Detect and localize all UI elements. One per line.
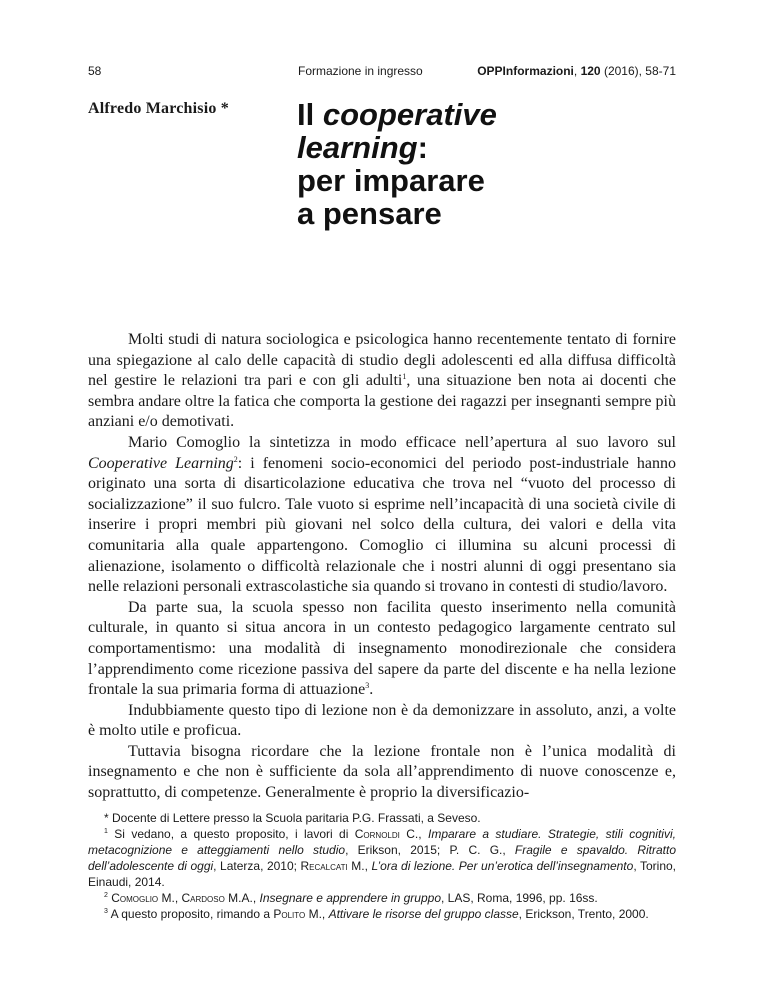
journal-year-pages: (2016), 58-71 <box>600 64 676 78</box>
title-line-4: a pensare <box>297 196 442 231</box>
footnote-3-author-polito: Polito <box>273 907 306 921</box>
footnote-2-number: 2 <box>104 892 108 899</box>
title-italic-cooperative: cooperative <box>322 97 497 132</box>
footnote-1-text-c: , Erikson, 2015; P. C. G., <box>345 843 515 857</box>
title-italic-learning: learning <box>297 130 418 165</box>
footnote-2-text-b: M.A., <box>224 891 260 905</box>
footnote-1-author-recalcati: Recalcati <box>300 859 348 873</box>
footnote-ref-2: 2 <box>233 454 238 464</box>
footnote-1-text-a: Si vedano, a questo proposito, i lavori di <box>107 827 355 841</box>
footnote-1-text-b: C., <box>399 827 428 841</box>
p1-text-b: , una situazione ben nota ai docenti che sembra andare oltre la fatica che comporta la gestione dei ragazzi per insegnanti sempre più anziani e/o demotivati. <box>88 372 676 431</box>
section-name: Formazione in ingresso <box>298 64 423 78</box>
p2-text-b: : i fenomeni socio-economici del periodo post-industriale hanno originato una sorta di disarticolazione educativa che trova nel “vuoto del processo di socializzazione” il suo fulcro. Tale vuoto si esprime nell’incapacità di una società civile di inserire i propri membri più giovani nel solco della cultura, dei valori e della vita comunitaria alla quale appartengono. Comoglio ci illumina su alcuni processi di alienazione, isolamento o difficoltà relazionale che i nostri alunni di oggi presentano sia nelle relazioni personali extrascolastiche sia quando si trovano in contesti di studio/lavoro. <box>88 454 676 596</box>
footnote-1-number: 1 <box>104 828 108 835</box>
footnote-ref-1: 1 <box>402 372 407 382</box>
footnote-3-text-c: , Erickson, Trento, 2000. <box>518 907 649 921</box>
running-header <box>88 63 676 79</box>
footnote-3-text-b: M., <box>305 907 329 921</box>
footnote-1-text-e: M., <box>347 859 372 873</box>
author-name: Alfredo Marchisio * <box>88 100 229 117</box>
p2-text-a: Mario Comoglio la sintetizza in modo efficace nell’apertura al suo lavoro sul <box>128 433 676 451</box>
body-paragraph-5: Tuttavia bisogna ricordare che la lezione frontale non è l’unica modalità di insegnamento e che non è sufficiente da sola all’apprendimento di nuove conoscenze e, soprattutto, di competenze. Generalmente è proprio la diversificazio- <box>88 742 676 802</box>
footnote-1-title-1: Imparare a studiare. Strategie, stili cognitivi, metacognizione e atteggiamenti nello studio <box>88 827 676 857</box>
footnote-2-title: Insegnare e apprendere in gruppo <box>259 891 441 905</box>
body-paragraph-4: Indubbiamente questo tipo di lezione non è da demonizzare in assoluto, anzi, a volte è molto utile e proficua. <box>88 701 676 740</box>
footnote-2-author-cardoso: Cardoso <box>181 891 225 905</box>
footnote-1-text-d: , Laterza, 2010; <box>213 859 301 873</box>
p1-text-a: Molti studi di natura sociologica e psicologica hanno recentemente tentato di fornire una spiegazione al calo delle capacità di studio degli adolescenti ed alla diffusa difficoltà nel gestire le relazioni tra pari e con gli adulti <box>88 331 676 390</box>
footnote-3-title: Attivare le risorse del gruppo classe <box>328 907 519 921</box>
footnote-1-title-2: Fragile e spavaldo. Ritratto dell’adolescente di oggi <box>88 843 676 873</box>
p3-text-a: Da parte sua, la scuola spesso non facilita questo inserimento nella comunità culturale, in quanto si situa ancora in un contesto pedagogico largamente centrato sul comportamentismo: una modalità di insegnamento monodirezionale che considera l’apprendimento come ricezione passiva del sapere da parte del discente e ha nella lezione frontale la sua primaria forma di attuazione <box>88 598 676 699</box>
p2-italic: Cooperative Learning <box>88 454 234 472</box>
page-number: 58 <box>88 64 102 78</box>
footnote-2-text-c: , LAS, Roma, 1996, pp. 16ss. <box>441 891 598 905</box>
journal-name: OPPInformazioni <box>477 64 574 78</box>
body-paragraph-2 <box>88 433 676 598</box>
journal-separator: , <box>573 64 581 78</box>
footnote-1 <box>88 826 676 890</box>
article-title <box>297 98 597 230</box>
title-colon: : <box>417 130 428 165</box>
footnote-ref-3: 3 <box>365 681 370 691</box>
journal-issue: 120 <box>580 64 601 78</box>
footnote-1-text-f: , Torino, Einaudi, 2014. <box>88 859 676 889</box>
footnote-2-text-a: M., <box>158 891 182 905</box>
journal-citation <box>477 63 676 79</box>
footnote-3-text-a: A questo proposito, rimando a <box>107 907 274 921</box>
body-paragraph-1 <box>88 330 676 433</box>
footnote-2 <box>88 890 676 906</box>
footnote-2-author-comoglio: Comoglio <box>111 891 159 905</box>
footnotes <box>88 810 676 922</box>
body-paragraph-3 <box>88 598 676 701</box>
article-body <box>88 330 676 804</box>
title-line-3: per imparare <box>297 163 485 198</box>
footnote-3 <box>88 906 676 922</box>
p3-text-b: . <box>369 681 374 699</box>
footnote-1-title-3: L’ora di lezione. Per un’erotica dell’insegnamento <box>371 859 634 873</box>
footnote-1-author-cornoldi: Cornoldi <box>354 827 400 841</box>
title-prefix: Il <box>297 97 323 132</box>
footnote-3-number: 3 <box>104 908 108 915</box>
footnote-author: * Docente di Lettere presso la Scuola paritaria P.G. Frassati, a Seveso. <box>104 811 481 825</box>
